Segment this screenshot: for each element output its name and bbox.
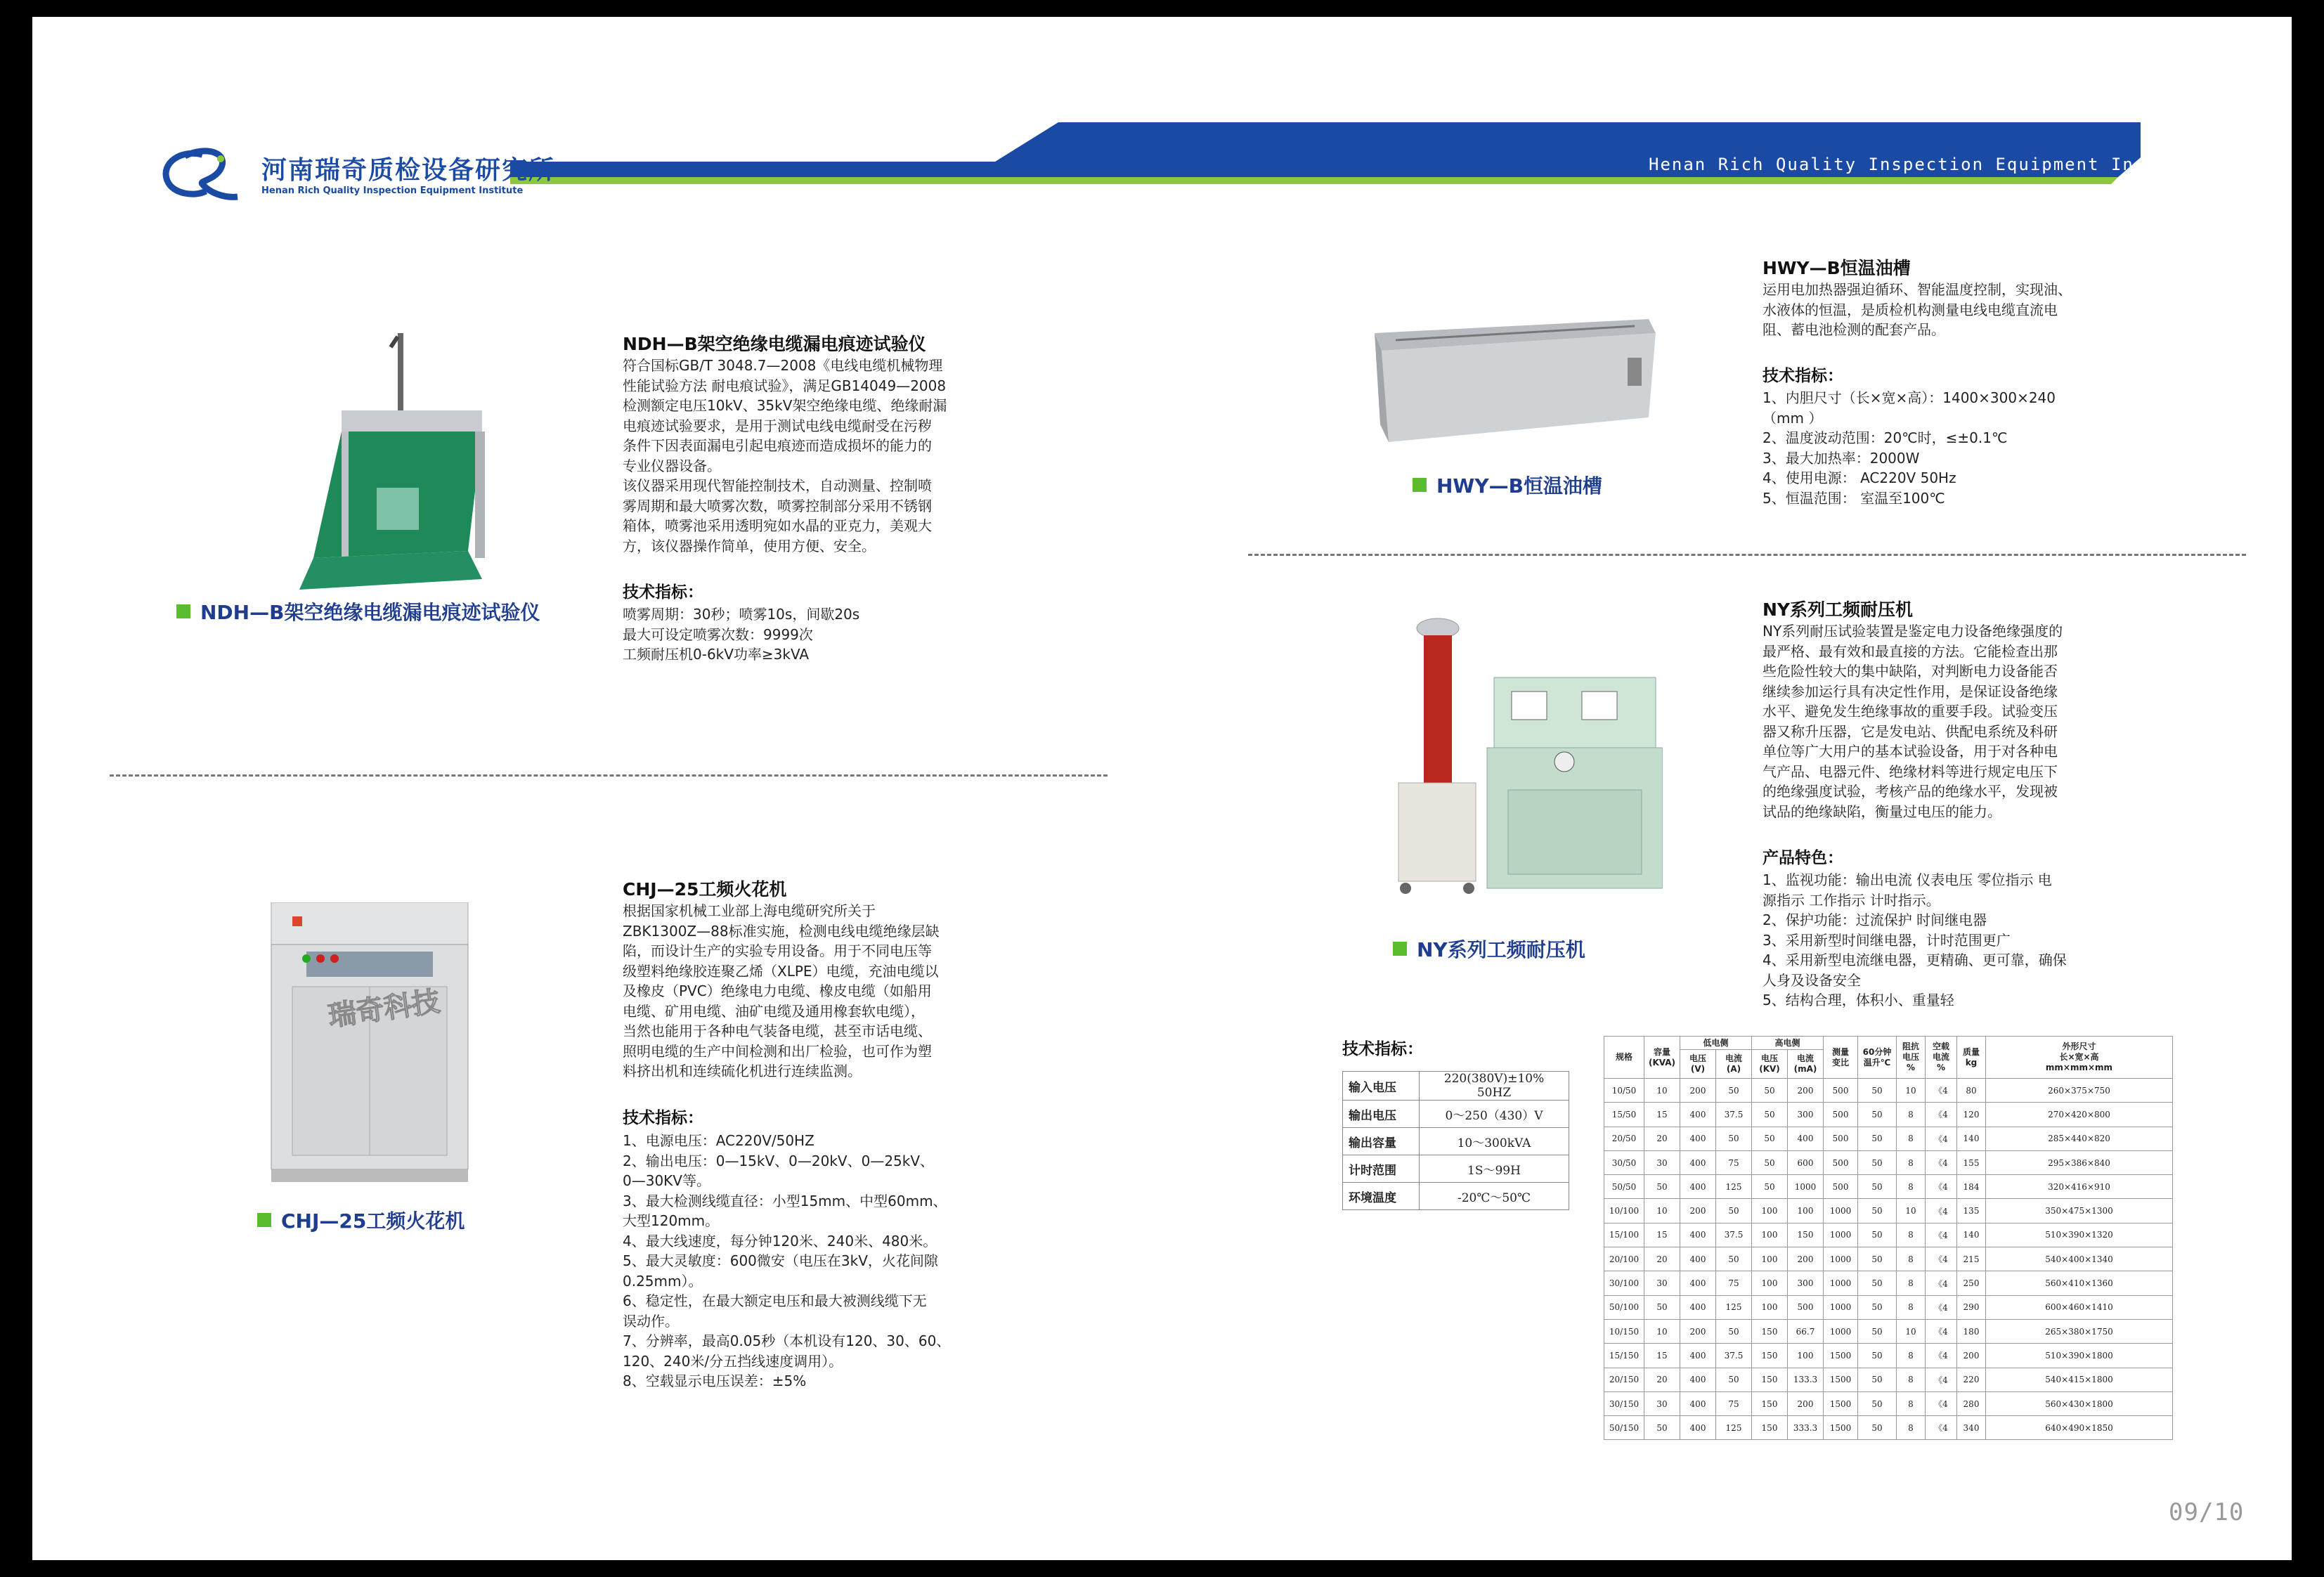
table-cell: 150: [1752, 1319, 1788, 1343]
table-cell: 50: [1716, 1079, 1752, 1103]
table-row: [1604, 1319, 2173, 1343]
table-cell: 510×390×1320: [1986, 1223, 2173, 1247]
hwy-description: 运用电加热器强迫循环、智能温度控制，实现油、 水液体的恒温，是质检机构测量电线电缆直流电 阻、蓄电池检测的配套产品。: [1763, 281, 2072, 338]
table-cell: 50: [1752, 1150, 1788, 1174]
table-cell: 8: [1897, 1175, 1926, 1199]
table-row: [1604, 1247, 2173, 1271]
table-cell: 540×415×1800: [1986, 1368, 2173, 1391]
table-cell: 50: [1858, 1319, 1897, 1343]
table-cell: 10: [1644, 1199, 1680, 1223]
table-cell: 400: [1680, 1103, 1716, 1127]
hwy-specs: 1、内胆尺寸（长×宽×高）：1400×300×240 （mm ） 2、温度波动范围：20℃时，≤±0.1℃ 3、最大加热率：2000W 4、使用电源： AC220V 50Hz 5、恒温范围： 室温至100℃: [1763, 389, 2056, 507]
table-cell: 80: [1957, 1079, 1986, 1103]
table-cell: 140: [1957, 1223, 1986, 1247]
table-cell: 《4: [1926, 1319, 1957, 1343]
ny-caption: NY系列工频耐压机: [1393, 935, 1585, 963]
table-cell: 50: [1858, 1223, 1897, 1247]
hwy-title: HWY—B恒温油槽: [1763, 258, 1911, 278]
table-cell: 220: [1957, 1368, 1986, 1391]
table-cell: 37.5: [1716, 1103, 1752, 1127]
table-cell: 100: [1752, 1223, 1788, 1247]
table-cell: 75: [1716, 1271, 1752, 1295]
table-cell: 333.3: [1788, 1416, 1824, 1440]
table-cell: 1500: [1824, 1416, 1858, 1440]
table-cell: 150: [1788, 1223, 1824, 1247]
col-dim: 外形尺寸 长×宽×高 mm×mm×mm: [1986, 1037, 2173, 1079]
table-cell: 10/50: [1604, 1079, 1644, 1103]
table-cell: 600×460×1410: [1986, 1295, 2173, 1319]
table-cell: 10: [1897, 1199, 1926, 1223]
table-cell: 8: [1897, 1150, 1926, 1174]
hwy-product-image: [1368, 291, 1663, 460]
table-row: [1604, 1295, 2173, 1319]
table-cell: 500: [1824, 1175, 1858, 1199]
table-cell: 30: [1644, 1150, 1680, 1174]
table-cell: 100: [1752, 1247, 1788, 1271]
table-row: [1604, 1199, 2173, 1223]
table-cell: 50: [1644, 1175, 1680, 1199]
table-cell: 125: [1716, 1416, 1752, 1440]
col-hv: 电压 (KV): [1752, 1050, 1788, 1079]
table-cell: 500: [1824, 1150, 1858, 1174]
table-cell: 300: [1788, 1271, 1824, 1295]
table-cell: 20/50: [1604, 1127, 1644, 1150]
table-cell: 50/100: [1604, 1295, 1644, 1319]
table-cell: 100: [1752, 1271, 1788, 1295]
table-cell: 50: [1858, 1271, 1897, 1295]
table-cell: 200: [1680, 1199, 1716, 1223]
table-cell: 10/150: [1604, 1319, 1644, 1343]
table-row: 输出电压 0～250（430）V: [1343, 1101, 1569, 1128]
table-cell: 50: [1858, 1368, 1897, 1391]
table-cell: 215: [1957, 1247, 1986, 1271]
table-row: [1604, 1127, 2173, 1150]
table-cell: 10: [1644, 1079, 1680, 1103]
table-cell: 400: [1680, 1247, 1716, 1271]
table-cell: 150: [1752, 1344, 1788, 1368]
table-cell: 285×440×820: [1986, 1127, 2173, 1150]
table-cell: 20: [1644, 1127, 1680, 1150]
table-cell: 270×420×800: [1986, 1103, 2173, 1127]
table-cell: 50: [1858, 1295, 1897, 1319]
table-cell: 150: [1752, 1391, 1788, 1415]
table-cell: 《4: [1926, 1368, 1957, 1391]
divider-right: [1248, 554, 2246, 556]
table-cell: 400: [1680, 1391, 1716, 1415]
table-cell: 500: [1824, 1103, 1858, 1127]
ndh-description: 符合国标GB/T 3048.7—2008《电线电缆机械物理 性能试验方法 耐电痕试验》，满足GB14049—2008 检测额定电压10kV、35kV架空绝缘电缆、绝缘耐漏 电痕迹试验要求，是用于测试电线电缆耐受在污秽 条件下因表面漏电引起电痕迹而造成损坏的能力的 专业仪器设备。 该仪器采用现代智能控制技术，自动测量、控制喷 雾周期和最大喷雾次数，喷雾控制部分采用不锈钢 箱体，喷雾池采用透明宛如水晶的亚克力，美观大 方，该仪器操作简单，使用方便、安全。: [623, 357, 947, 554]
table-cell: 50/50: [1604, 1175, 1644, 1199]
table-cell: 30: [1644, 1271, 1680, 1295]
page-number: 09/10: [2169, 1498, 2245, 1526]
table-cell: 125: [1716, 1295, 1752, 1319]
table-cell: 《4: [1926, 1127, 1957, 1150]
table-cell: 75: [1716, 1391, 1752, 1415]
table-cell: 50: [1858, 1391, 1897, 1415]
table-cell: 8: [1897, 1247, 1926, 1271]
ndh-specs: 喷雾周期：30秒；喷雾10s，间歇20s 最大可设定喷雾次数：9999次 工频耐压机0-6kV功率≥3kVA: [623, 606, 860, 663]
ny-description: NY系列耐压试验装置是鉴定电力设备绝缘强度的 最严格、最有效和最直接的方法。它能检查出那 些危险性较大的集中缺陷，对判断电力设备能否 继续参加运行具有决定性作用，是保证设备绝缘 水平、避免发生绝缘事故的重要手段。试验变压 器又称升压器，它是发电站、供配电系统及科研 单位等广大用户的基本试验设备，用于对各种电 气产品、电器元件、绝缘材料等进行规定电压下 的绝缘强度试验，考核产品的绝缘水平，发现被 试品的绝缘缺陷，衡量过电压的能力。: [1763, 623, 2063, 820]
table-cell: 15: [1644, 1103, 1680, 1127]
table-cell: 560×430×1800: [1986, 1391, 2173, 1415]
table-cell: 200: [1788, 1391, 1824, 1415]
table-cell: 400: [1680, 1344, 1716, 1368]
table-cell: 50: [1858, 1199, 1897, 1223]
table-cell: 《4: [1926, 1271, 1957, 1295]
model-table-body: [1604, 1079, 2173, 1440]
table-row: [1604, 1391, 2173, 1415]
table-cell: 8: [1897, 1344, 1926, 1368]
table-row: 输入电压 220(380V)±10% 50HZ: [1343, 1072, 1569, 1101]
table-cell: 200: [1788, 1079, 1824, 1103]
table-row: 输出容量 10～300kVA: [1343, 1128, 1569, 1155]
table-cell: 30/100: [1604, 1271, 1644, 1295]
table-cell: 50: [1752, 1127, 1788, 1150]
table-cell: 15: [1644, 1344, 1680, 1368]
table-cell: 《4: [1926, 1344, 1957, 1368]
chj-spec-title: 技术指标：: [623, 1109, 703, 1127]
table-cell: 1000: [1824, 1319, 1858, 1343]
table-cell: 350×475×1300: [1986, 1199, 2173, 1223]
table-row: [1604, 1271, 2173, 1295]
table-cell: 15: [1644, 1223, 1680, 1247]
logo-icon: [153, 142, 259, 205]
table-cell: 50: [1858, 1150, 1897, 1174]
col-ha: 电流 (mA): [1788, 1050, 1824, 1079]
table-cell: 《4: [1926, 1416, 1957, 1440]
table-cell: 50: [1858, 1079, 1897, 1103]
table-cell: 400: [1680, 1416, 1716, 1440]
col-weight: 质量 kg: [1957, 1037, 1986, 1079]
ndh-caption: NDH—B架空绝缘电缆漏电痕迹试验仪: [176, 597, 540, 625]
table-cell: 《4: [1926, 1247, 1957, 1271]
table-cell: 340: [1957, 1416, 1986, 1440]
table-cell: 290: [1957, 1295, 1986, 1319]
table-cell: 500: [1824, 1079, 1858, 1103]
chj-description: 根据国家机械工业部上海电缆研究所关于 ZBK1300Z—88标准实施，检测电线电缆绝缘层缺 陷，而设计生产的实验专用设备。用于不同电压等 级塑料绝缘胶连聚乙烯（XLPE）电缆，充油电缆以 及橡皮（PVC）绝缘电力电缆、橡皮电缆（如船用 电缆、矿用电缆、油矿电缆及通用橡套软电缆）， 当然也能用于各种电气装备电缆，甚至市话电缆、 照明电缆的生产中间检测和出厂检验，也可作为塑 料挤出机和连续硫化机进行连续监测。: [623, 902, 940, 1079]
table-cell: 400: [1680, 1271, 1716, 1295]
chj-product-image: [264, 902, 475, 1183]
table-cell: 8: [1897, 1127, 1926, 1150]
table-cell: 8: [1897, 1368, 1926, 1391]
table-cell: 50: [1752, 1103, 1788, 1127]
table-cell: 280: [1957, 1391, 1986, 1415]
table-cell: 50: [1644, 1295, 1680, 1319]
table-cell: 50: [1858, 1175, 1897, 1199]
table-cell: 《4: [1926, 1391, 1957, 1415]
table-cell: 15/100: [1604, 1223, 1644, 1247]
ny-model-table: [1604, 1036, 2173, 1440]
table-cell: 50: [1858, 1416, 1897, 1440]
logo-text-en: Henan Rich Quality Inspection Equipment Institute: [261, 186, 524, 196]
ny-title: NY系列工频耐压机: [1763, 599, 1914, 620]
table-cell: 1000: [1824, 1247, 1858, 1271]
chj-title: CHJ—25工频火花机: [623, 879, 787, 900]
table-cell: 8: [1897, 1416, 1926, 1440]
table-cell: 20/100: [1604, 1247, 1644, 1271]
table-cell: 《4: [1926, 1175, 1957, 1199]
ny-features: 1、监视功能：输出电流 仪表电压 零位指示 电 源指示 工作指示 计时指示。 2、保护功能：过流保护 时间继电器 3、采用新型时间继电器，计时范围更广 4、采用新型电流继电器，更精确、更可靠，确保 人身及设备安全 5、结构合理，体积小、重量轻: [1763, 871, 2067, 1008]
table-cell: 400: [1680, 1150, 1716, 1174]
table-cell: 50: [1858, 1344, 1897, 1368]
banner-text: Henan Rich Quality Inspection Equipment Institute: [1649, 155, 2216, 174]
table-cell: 135: [1957, 1199, 1986, 1223]
table-cell: 265×380×1750: [1986, 1319, 2173, 1343]
table-cell: 400: [1680, 1368, 1716, 1391]
table-cell: 8: [1897, 1391, 1926, 1415]
table-cell: 《4: [1926, 1295, 1957, 1319]
table-cell: 50/150: [1604, 1416, 1644, 1440]
col-spec: 规格: [1604, 1037, 1644, 1079]
table-cell: 20: [1644, 1247, 1680, 1271]
table-cell: 500: [1824, 1127, 1858, 1150]
table-cell: 《4: [1926, 1199, 1957, 1223]
col-temp: 60分钟 温升℃: [1858, 1037, 1897, 1079]
table-cell: 400: [1680, 1127, 1716, 1150]
table-cell: 100: [1752, 1295, 1788, 1319]
table-cell: 50: [1858, 1103, 1897, 1127]
table-cell: 50: [1716, 1127, 1752, 1150]
col-imp: 阻抗 电压 %: [1897, 1037, 1926, 1079]
table-cell: 37.5: [1716, 1344, 1752, 1368]
col-group-low: 低电侧: [1680, 1037, 1752, 1050]
watermark-stamp: 瑞奇科技: [326, 985, 442, 1033]
table-cell: 100: [1752, 1199, 1788, 1223]
table-cell: 180: [1957, 1319, 1986, 1343]
table-cell: 140: [1957, 1127, 1986, 1150]
logo-text-cn: 河南瑞奇质检设备研究所: [261, 156, 556, 185]
table-cell: 1000: [1824, 1199, 1858, 1223]
ny-spec-title: 技术指标：: [1342, 1040, 1423, 1058]
table-cell: 《4: [1926, 1150, 1957, 1174]
table-cell: 320×416×910: [1986, 1175, 2173, 1199]
table-cell: 30/50: [1604, 1150, 1644, 1174]
table-cell: 15/150: [1604, 1344, 1644, 1368]
col-group-high: 高电侧: [1752, 1037, 1824, 1050]
table-cell: 50: [1858, 1247, 1897, 1271]
table-row: [1604, 1416, 2173, 1440]
table-cell: 50: [1716, 1368, 1752, 1391]
ny-feature-title: 产品特色：: [1763, 849, 1843, 867]
table-row: [1604, 1223, 2173, 1247]
table-cell: 50: [1644, 1416, 1680, 1440]
table-cell: 50: [1858, 1127, 1897, 1150]
table-cell: 50: [1752, 1079, 1788, 1103]
hwy-spec-title: 技术指标：: [1763, 367, 1843, 385]
table-cell: 50: [1716, 1247, 1752, 1271]
chj-specs: 1、电源电压：AC220V/50HZ 2、输出电压：0—15kV、0—20kV、0—25kV、 0—30KV等。 3、最大检测线缆直径：小型15mm、中型60mm、 大型120mm。 4、最大线速度，每分钟120米、240米、480米。 5、最大灵敏度：600微安（电压在3kV，火花间隙 0.25mm）。 6、稳定性，在最大额定电压和最大被测线缆下无 误动作。 7、分辨率，最高0.05秒（本机设有120、30、60、 120、240米/分五挡线速度调用）。 8、空载显示电压误差：±5%: [623, 1132, 951, 1389]
table-cell: 10: [1644, 1319, 1680, 1343]
table-cell: 100: [1788, 1199, 1824, 1223]
table-cell: 184: [1957, 1175, 1986, 1199]
table-cell: 15/50: [1604, 1103, 1644, 1127]
col-la: 电流 (A): [1716, 1050, 1752, 1079]
table-cell: 640×490×1850: [1986, 1416, 2173, 1440]
col-noload: 空载 电流 %: [1926, 1037, 1957, 1079]
chj-caption: CHJ—25工频火花机: [257, 1206, 465, 1234]
table-cell: 8: [1897, 1295, 1926, 1319]
table-row: [1604, 1175, 2173, 1199]
ndh-spec-title: 技术指标：: [623, 583, 703, 602]
table-cell: 8: [1897, 1103, 1926, 1127]
table-cell: 540×400×1340: [1986, 1247, 2173, 1271]
table-cell: 1000: [1824, 1271, 1858, 1295]
table-cell: 《4: [1926, 1079, 1957, 1103]
table-cell: 400: [1788, 1127, 1824, 1150]
table-cell: 1500: [1824, 1391, 1858, 1415]
table-row: 计时范围 1S～99H: [1343, 1155, 1569, 1183]
col-meas: 测量 变比: [1824, 1037, 1858, 1079]
table-cell: 20/150: [1604, 1368, 1644, 1391]
table-row: [1604, 1368, 2173, 1391]
table-cell: 400: [1680, 1223, 1716, 1247]
table-cell: 50: [1716, 1319, 1752, 1343]
table-cell: 510×390×1800: [1986, 1344, 2173, 1368]
table-cell: 260×375×750: [1986, 1079, 2173, 1103]
table-cell: 295×386×840: [1986, 1150, 2173, 1174]
ny-spec-table: [1342, 1071, 1569, 1210]
table-cell: 150: [1752, 1368, 1788, 1391]
col-lv: 电压 (V): [1680, 1050, 1716, 1079]
table-cell: 250: [1957, 1271, 1986, 1295]
ny-product-image: [1382, 607, 1663, 916]
brochure-page: [32, 17, 2292, 1560]
table-cell: 10: [1897, 1319, 1926, 1343]
table-cell: 1500: [1824, 1368, 1858, 1391]
table-row: 环境温度 -20℃～50℃: [1343, 1183, 1569, 1210]
table-cell: 100: [1788, 1344, 1824, 1368]
table-cell: 30: [1644, 1391, 1680, 1415]
table-row: [1604, 1103, 2173, 1127]
table-cell: 20: [1644, 1368, 1680, 1391]
table-cell: 400: [1680, 1175, 1716, 1199]
ndh-product-image: [292, 326, 496, 593]
table-cell: 200: [1680, 1319, 1716, 1343]
table-cell: 50: [1752, 1175, 1788, 1199]
table-row: [1604, 1079, 2173, 1103]
table-cell: 560×410×1360: [1986, 1271, 2173, 1295]
table-cell: 120: [1957, 1103, 1986, 1127]
table-cell: 30/150: [1604, 1391, 1644, 1415]
hwy-caption: HWY—B恒温油槽: [1413, 471, 1602, 499]
table-cell: 《4: [1926, 1223, 1957, 1247]
table-cell: 125: [1716, 1175, 1752, 1199]
table-row: [1604, 1150, 2173, 1174]
table-cell: 8: [1897, 1223, 1926, 1247]
table-cell: 500: [1788, 1295, 1824, 1319]
table-cell: 150: [1752, 1416, 1788, 1440]
table-cell: 200: [1788, 1247, 1824, 1271]
table-cell: 1000: [1788, 1175, 1824, 1199]
table-cell: 10/100: [1604, 1199, 1644, 1223]
table-cell: 1000: [1824, 1295, 1858, 1319]
table-cell: 《4: [1926, 1103, 1957, 1127]
table-cell: 8: [1897, 1271, 1926, 1295]
table-cell: 1500: [1824, 1344, 1858, 1368]
table-cell: 1000: [1824, 1223, 1858, 1247]
table-cell: 133.3: [1788, 1368, 1824, 1391]
table-cell: 10: [1897, 1079, 1926, 1103]
header-banner: [32, 17, 2292, 228]
divider-left: [110, 774, 1108, 777]
ndh-title: NDH—B架空绝缘电缆漏电痕迹试验仪: [623, 334, 926, 354]
table-cell: 155: [1957, 1150, 1986, 1174]
table-cell: 300: [1788, 1103, 1824, 1127]
table-cell: 50: [1716, 1199, 1752, 1223]
table-cell: 37.5: [1716, 1223, 1752, 1247]
table-cell: 200: [1957, 1344, 1986, 1368]
table-cell: 66.7: [1788, 1319, 1824, 1343]
col-cap: 容量 (KVA): [1644, 1037, 1680, 1079]
table-cell: 400: [1680, 1295, 1716, 1319]
table-cell: 75: [1716, 1150, 1752, 1174]
table-cell: 200: [1680, 1079, 1716, 1103]
table-row: [1604, 1344, 2173, 1368]
table-cell: 600: [1788, 1150, 1824, 1174]
